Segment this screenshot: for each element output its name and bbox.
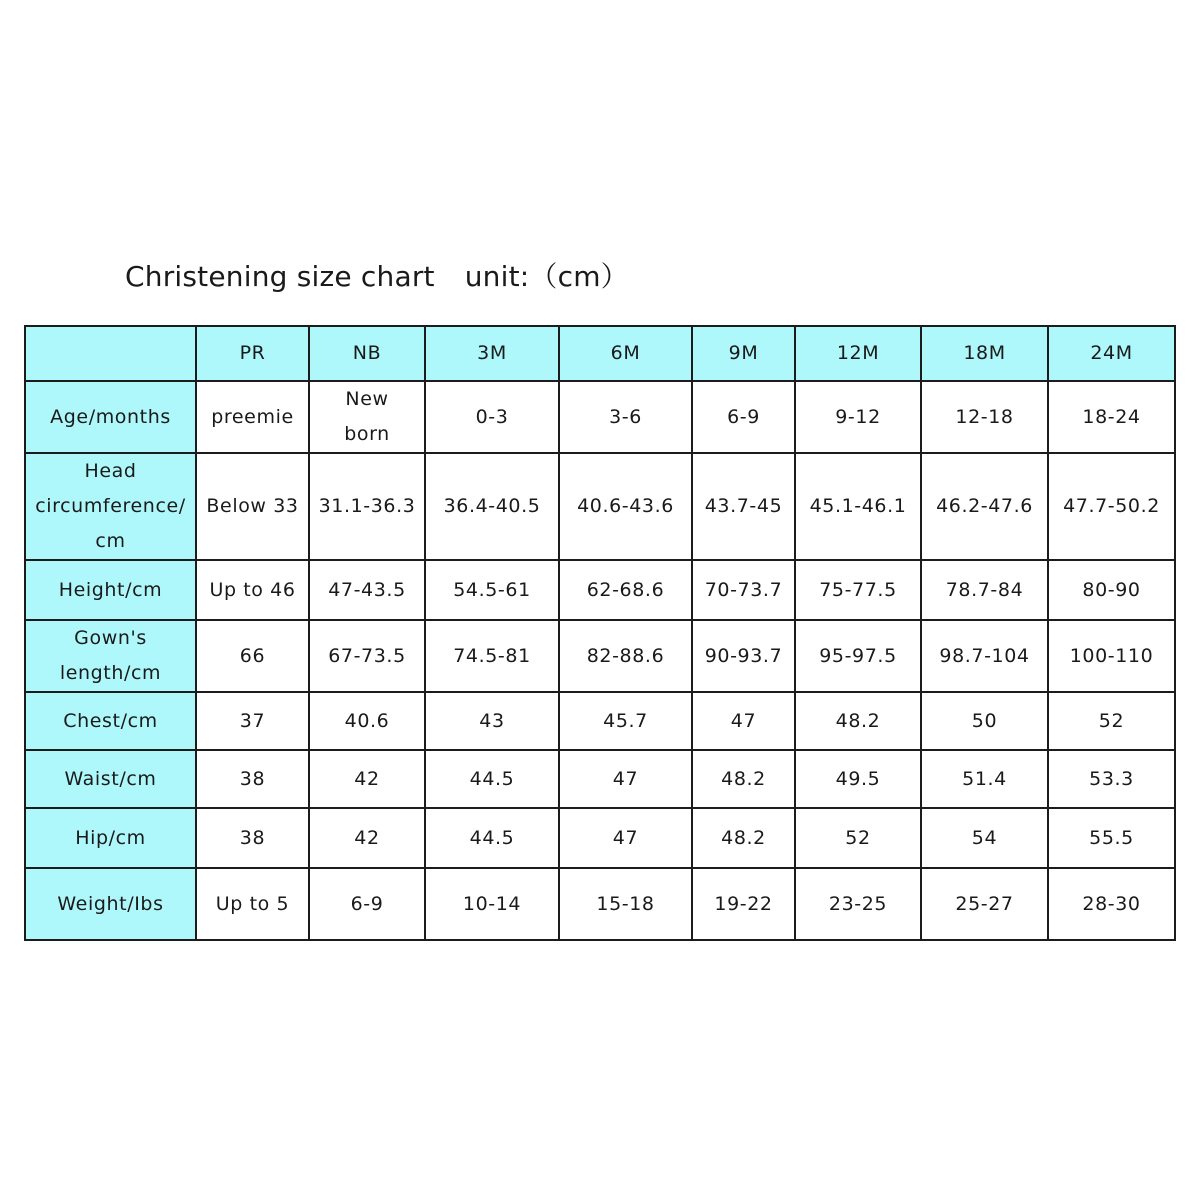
- table-cell: [1048, 381, 1175, 453]
- table-cell-line: 45.1-46.1: [809, 495, 907, 517]
- page-title: [125, 255, 629, 295]
- table-cell: [425, 692, 559, 750]
- table-cell-line: 19-22: [714, 892, 773, 915]
- table-cell-line: 80-90: [1082, 578, 1141, 601]
- table-row: [25, 808, 1175, 868]
- table-cell-line: 36.4-40.5: [443, 495, 541, 517]
- row-label-line: Waist/cm: [64, 767, 157, 790]
- table-cell: [559, 750, 692, 808]
- table-cell: [309, 560, 425, 620]
- table-cell-line: 62-68.6: [586, 578, 665, 601]
- table-cell-line: born: [344, 423, 390, 445]
- table-cell: [795, 381, 921, 453]
- table-cell-line: 45.7: [603, 709, 648, 732]
- table-cell-line: 38: [239, 767, 266, 790]
- table-cell-line: 52: [1098, 709, 1125, 732]
- table-cell-line: 90-93.7: [704, 644, 783, 667]
- table-cell: [196, 750, 309, 808]
- table-cell: [425, 868, 559, 940]
- table-cell-line: 37: [239, 709, 266, 732]
- table-cell: [921, 692, 1048, 750]
- table-cell: [1048, 750, 1175, 808]
- table-cell: [1048, 560, 1175, 620]
- table-cell-line: 66: [239, 644, 266, 667]
- table-cell-line: 28-30: [1082, 892, 1141, 915]
- table-cell-line: 43: [479, 709, 505, 732]
- table-cell: [692, 453, 795, 560]
- table-cell-line: 46.2-47.6: [936, 495, 1033, 517]
- table-cell-line: 40.6: [344, 709, 390, 732]
- table-cell: [196, 620, 309, 692]
- table-cell: [795, 808, 921, 868]
- table-cell-line: 44.5: [469, 826, 515, 849]
- row-label: [25, 750, 196, 808]
- table-cell-line: 48.2: [721, 767, 766, 790]
- table-cell: [425, 453, 559, 560]
- table-cell: [921, 381, 1048, 453]
- table-cell-line: 100-110: [1069, 644, 1154, 667]
- table-cell-line: 10-14: [462, 892, 522, 915]
- title-text: Christening size chart: [125, 260, 435, 293]
- table-cell-line: 95-97.5: [819, 644, 897, 667]
- table-cell-line: 75-77.5: [819, 578, 897, 601]
- table-row: [25, 560, 1175, 620]
- table-cell-line: 0-3: [475, 405, 509, 428]
- table-cell-line: 6-9: [727, 405, 760, 428]
- table-cell: [795, 453, 921, 560]
- table-cell-line: 47: [730, 709, 757, 732]
- column-header: 6M: [559, 326, 692, 381]
- row-label-line: Age/months: [50, 405, 171, 428]
- table-cell-line: 55.5: [1089, 826, 1134, 849]
- column-header: 9M: [692, 326, 795, 381]
- table-cell: [692, 560, 795, 620]
- table-cell-line: 53.3: [1089, 767, 1134, 790]
- table-cell-line: 47-43.5: [328, 578, 406, 601]
- table-cell: [559, 620, 692, 692]
- table-cell: [425, 620, 559, 692]
- table-cell-line: 25-27: [955, 892, 1014, 915]
- table-cell: [559, 560, 692, 620]
- table-cell: [196, 868, 309, 940]
- table-cell: [795, 868, 921, 940]
- corner-cell: [25, 326, 196, 381]
- row-label: [25, 620, 196, 692]
- column-header: PR: [196, 326, 309, 381]
- table-cell: [921, 620, 1048, 692]
- column-header: 24M: [1048, 326, 1175, 381]
- row-label: [25, 692, 196, 750]
- table-cell: [559, 808, 692, 868]
- table-cell-line: 49.5: [835, 767, 881, 790]
- table-cell-line: 18-24: [1082, 405, 1141, 428]
- table-cell: [1048, 620, 1175, 692]
- table-cell: [309, 620, 425, 692]
- table-cell-line: 12-18: [955, 405, 1014, 428]
- table-cell: [309, 750, 425, 808]
- table-cell-line: 47: [612, 767, 639, 790]
- table-cell: [921, 750, 1048, 808]
- row-label: [25, 868, 196, 940]
- row-label: [25, 381, 196, 453]
- table-cell: [921, 560, 1048, 620]
- table-cell-line: 82-88.6: [586, 644, 665, 667]
- table-cell-line: 42: [354, 767, 380, 790]
- table-cell: [309, 868, 425, 940]
- table-cell: [425, 808, 559, 868]
- table-cell-line: 48.2: [721, 826, 766, 849]
- table-cell: [1048, 808, 1175, 868]
- table-cell: [309, 381, 425, 453]
- table-cell-line: 42: [354, 826, 380, 849]
- table-cell-line: Below 33: [206, 495, 299, 517]
- table-cell: [795, 620, 921, 692]
- table-cell-line: 23-25: [828, 892, 888, 915]
- table-cell-line: Up to 46: [209, 578, 296, 601]
- row-label-line: cm: [95, 530, 126, 552]
- table-row: [25, 620, 1175, 692]
- table-cell-line: 47.7-50.2: [1063, 495, 1160, 517]
- table-cell-line: 38: [239, 826, 266, 849]
- table-cell: [425, 381, 559, 453]
- table-cell-line: 54.5-61: [453, 578, 531, 601]
- row-label-line: Weight/Ibs: [57, 892, 164, 915]
- table-cell: [309, 453, 425, 560]
- row-label-line: circumference/: [35, 495, 186, 517]
- table-cell: [196, 381, 309, 453]
- table-cell-line: 9-12: [835, 405, 881, 428]
- table-cell: [196, 692, 309, 750]
- table-cell: [692, 620, 795, 692]
- table-cell: [921, 453, 1048, 560]
- table-cell-line: 78.7-84: [945, 578, 1024, 601]
- table-cell-line: 44.5: [469, 767, 515, 790]
- row-label-line: Chest/cm: [63, 709, 158, 732]
- table-cell-line: 31.1-36.3: [318, 495, 416, 517]
- table-cell-line: 98.7-104: [939, 644, 1030, 667]
- table-cell-line: 47: [612, 826, 639, 849]
- table-cell: [559, 453, 692, 560]
- table-cell: [795, 692, 921, 750]
- table-cell-line: Up to 5: [215, 892, 290, 915]
- table-cell-line: 43.7-45: [704, 495, 783, 517]
- table-cell: [196, 453, 309, 560]
- column-header: 12M: [795, 326, 921, 381]
- table-cell: [196, 560, 309, 620]
- column-header: 18M: [921, 326, 1048, 381]
- column-header: 3M: [425, 326, 559, 381]
- table-cell-line: 67-73.5: [328, 644, 406, 667]
- table-cell-line: 70-73.7: [704, 578, 783, 601]
- table-cell-line: 6-9: [350, 892, 384, 915]
- table-cell: [692, 868, 795, 940]
- title-unit: unit:（cm）: [464, 260, 629, 293]
- header-row: [25, 326, 1175, 381]
- table-cell: [559, 381, 692, 453]
- table-cell: [309, 808, 425, 868]
- table-cell-line: 74.5-81: [453, 644, 531, 667]
- table-cell: [692, 381, 795, 453]
- table-row: [25, 453, 1175, 560]
- table-cell: [309, 692, 425, 750]
- row-label: [25, 560, 196, 620]
- table-cell-line: 3-6: [609, 405, 642, 428]
- table-cell: [692, 750, 795, 808]
- table-cell-line: 51.4: [962, 767, 1007, 790]
- table-cell: [559, 868, 692, 940]
- table-cell-line: 15-18: [596, 892, 655, 915]
- table-cell: [425, 750, 559, 808]
- table-cell: [1048, 692, 1175, 750]
- size-chart-table: [24, 325, 1176, 941]
- table-row: [25, 750, 1175, 808]
- table-cell-line: New: [345, 388, 389, 410]
- table-cell-line: 52: [845, 826, 871, 849]
- table-cell: [559, 692, 692, 750]
- table-cell-line: preemie: [211, 405, 294, 428]
- row-label: [25, 808, 196, 868]
- table-cell: [921, 868, 1048, 940]
- table-cell: [1048, 453, 1175, 560]
- table-cell: [1048, 868, 1175, 940]
- table-row: [25, 381, 1175, 453]
- row-label-line: Height/cm: [58, 578, 163, 601]
- row-label-line: Head: [84, 460, 137, 482]
- table-row: [25, 868, 1175, 940]
- table-cell: [692, 808, 795, 868]
- row-label: [25, 453, 196, 560]
- column-header: NB: [309, 326, 425, 381]
- table-cell: [795, 750, 921, 808]
- table-cell-line: 40.6-43.6: [577, 495, 674, 517]
- table-body: [25, 381, 1175, 940]
- table-cell: [425, 560, 559, 620]
- table-cell-line: 50: [971, 709, 998, 732]
- table-cell: [795, 560, 921, 620]
- row-label-line: Gown's: [74, 627, 147, 649]
- table-cell: [692, 692, 795, 750]
- row-label-line: Hip/cm: [75, 826, 146, 849]
- table-row: [25, 692, 1175, 750]
- table-cell-line: 48.2: [835, 709, 881, 732]
- table-cell-line: 54: [971, 826, 998, 849]
- table-cell: [921, 808, 1048, 868]
- table-cell: [196, 808, 309, 868]
- row-label-line: length/cm: [59, 662, 162, 684]
